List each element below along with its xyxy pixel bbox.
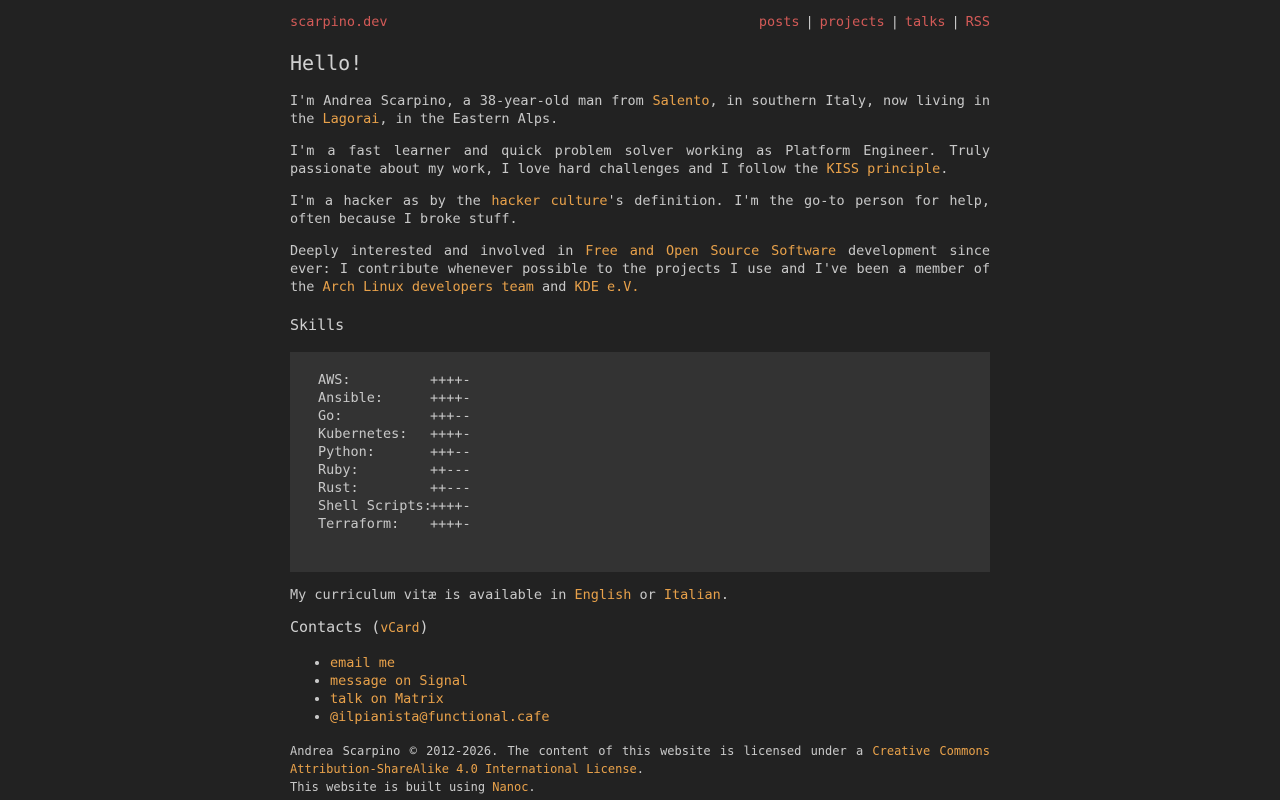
skill-level: ++++- [430,372,471,388]
matrix-link[interactable]: talk on Matrix [330,691,444,707]
skill-level: ++++- [430,498,471,514]
text: and [533,279,575,295]
skill-name: Go: [318,408,343,424]
cv-english-link[interactable]: English [574,587,632,603]
built-with-line [290,778,990,796]
site-footer [290,742,990,796]
text: ) [419,618,429,636]
text: . [720,587,729,603]
intro-paragraph [290,92,990,128]
arch-linux-link[interactable]: Arch Linux developers team [322,279,534,295]
text: or [631,587,664,603]
text: development since ever: I contribute whenever possible to the projects I use and I've been a member of the [290,243,991,295]
cv-italian-link[interactable]: Italian [663,587,721,603]
site-title-link[interactable]: scarpino.dev [290,14,388,30]
nav-talks[interactable]: talks [904,14,946,30]
list-item [330,690,990,708]
skill-row [318,389,962,407]
vcard-link[interactable]: vCard [380,621,420,636]
skills-block [290,352,990,572]
text: I'm Andrea Scarpino, a 38-year-old man from [290,93,653,109]
text: Andrea Scarpino © 2012-2026. The content of this website is licensed under a [290,744,873,758]
text: Contacts ( [290,618,381,636]
skill-level: +++-- [430,444,471,460]
skill-level: ++--- [430,462,471,478]
skill-level: +++-- [430,408,471,424]
skill-row [318,497,962,515]
skill-row [318,515,962,533]
nav-rss[interactable]: RSS [965,14,990,30]
skill-row [318,371,962,389]
skill-name: Kubernetes: [318,426,408,442]
salento-link[interactable]: Salento [652,93,710,109]
main-nav [759,13,990,31]
text: This website is built using [290,780,493,794]
cv-paragraph [290,586,990,604]
skill-name: Terraform: [318,516,400,532]
work-paragraph [290,142,990,178]
nav-posts[interactable]: posts [758,14,800,30]
page-title: Hello! [290,51,363,75]
lagorai-link[interactable]: Lagorai [322,111,380,127]
site-header [290,0,990,44]
list-item [330,708,990,726]
skill-row [318,479,962,497]
contacts-list [290,654,990,726]
main-content [290,52,990,726]
list-item [330,654,990,672]
hacker-culture-link[interactable]: hacker culture [491,193,608,209]
contacts-heading [290,618,990,638]
skill-row [318,443,962,461]
fediverse-link[interactable]: @ilpianista@functional.cafe [330,709,550,725]
kiss-principle-link[interactable]: KISS principle [826,161,941,177]
nanoc-link[interactable]: Nanoc [492,780,529,794]
skill-level: ++++- [430,390,471,406]
text: I'm a fast learner and quick problem solver working as Platform Engineer. Truly passionate about my work, I love hard challenges and I follow the [290,143,990,177]
skill-level: ++++- [430,426,471,442]
skill-name: Shell Scripts: [318,498,432,514]
foss-link[interactable]: Free and Open Source Software [585,243,837,259]
text: . [528,780,536,794]
skill-row [318,407,962,425]
text: , in southern Italy, now living in the [290,93,991,127]
page-container [290,0,990,796]
list-item [330,672,990,690]
skill-name: Rust: [318,480,359,496]
text: 's definition. I'm the go-to person for help, often because I broke stuff. [290,193,991,227]
text: . [940,161,949,177]
skill-name: Ansible: [318,390,384,406]
skill-name: Python: [318,444,375,460]
nav-separator: | [805,14,814,30]
skill-name: AWS: [318,372,351,388]
hacker-paragraph [290,192,990,228]
text: I'm a hacker as by the [290,193,492,209]
nav-separator: | [890,14,899,30]
nav-projects[interactable]: projects [819,14,885,30]
skill-row [318,425,962,443]
skill-level: ++--- [430,480,471,496]
email-link[interactable]: email me [330,655,396,671]
skill-row [318,461,962,479]
skill-level: ++++- [430,516,471,532]
text: , in the Eastern Alps. [379,111,559,127]
skill-name: Ruby: [318,462,359,478]
license-link[interactable]: Creative Commons Attribution-ShareAlike 4.0 International License [290,744,991,776]
text: . [636,762,645,776]
signal-link[interactable]: message on Signal [330,673,469,689]
text: Deeply interested and involved in [290,243,586,259]
skills-heading: Skills [290,316,345,334]
foss-paragraph [290,242,990,296]
text: My curriculum vitæ is available in [290,587,575,603]
kde-ev-link[interactable]: KDE e.V. [574,279,640,295]
nav-separator: | [951,14,960,30]
license-line [290,742,990,778]
